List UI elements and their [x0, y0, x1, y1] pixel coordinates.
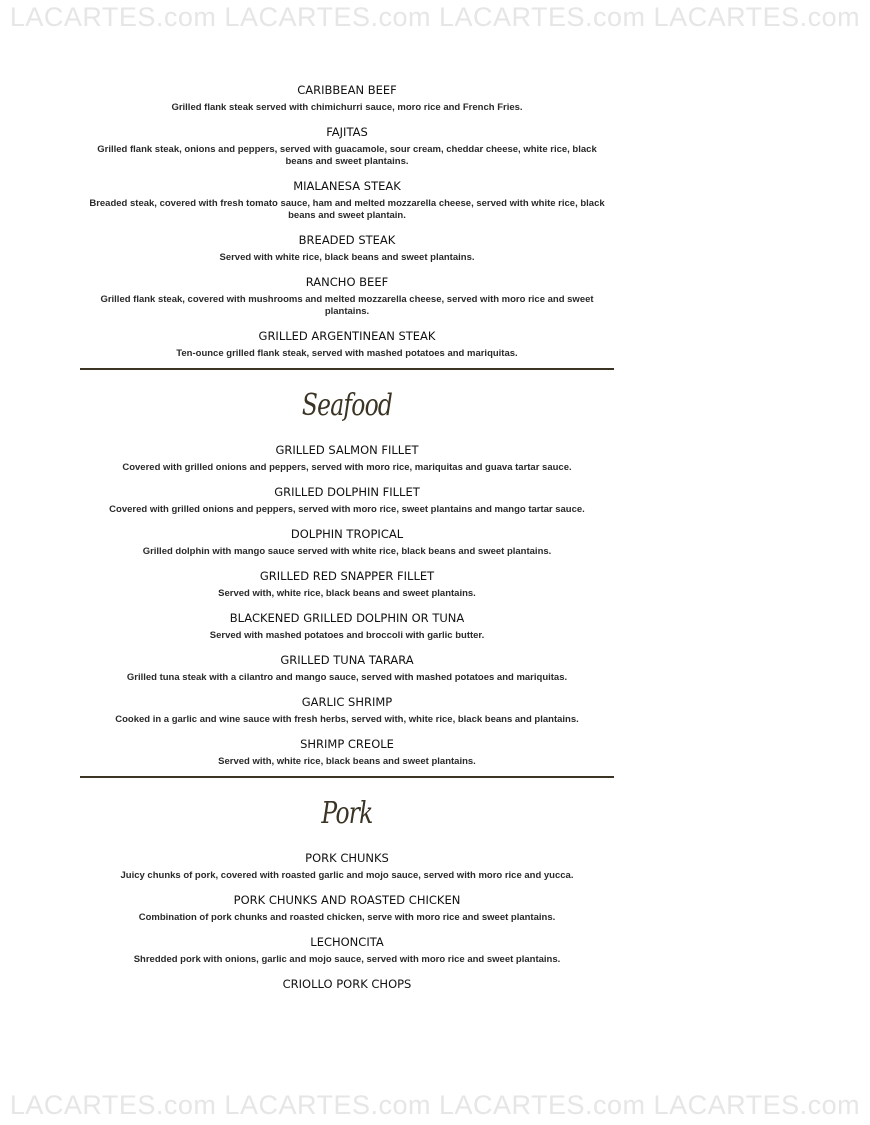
dish-description: Combination of pork chunks and roasted chicken, serve with moro rice and sweet plantains.: [138, 912, 556, 923]
section-divider: [80, 776, 614, 778]
menu-page: [80, 80, 614, 992]
dish-item: [80, 122, 614, 168]
dish-name: CARIBBEAN BEEF: [297, 83, 397, 97]
dish-item: [80, 176, 614, 222]
dish-name: GRILLED DOLPHIN FILLET: [274, 485, 420, 499]
dish-description: Served with mashed potatoes and broccoli with garlic butter.: [209, 630, 485, 641]
section-title-seafood: Seafood: [301, 388, 393, 423]
dish-name: BLACKENED GRILLED DOLPHIN OR TUNA: [229, 611, 465, 625]
dish-item: [80, 692, 614, 726]
dish-name: SHRIMP CREOLE: [300, 737, 394, 751]
dish-name: GRILLED RED SNAPPER FILLET: [259, 569, 435, 583]
dish-description: Shredded pork with onions, garlic and mojo sauce, served with moro rice and sweet plantains.: [133, 954, 561, 965]
section-divider: [80, 368, 614, 370]
dish-description: Served with, white rice, black beans and sweet plantains.: [218, 588, 476, 599]
dish-name: RANCHO BEEF: [305, 275, 389, 289]
dish-item: [80, 650, 614, 684]
dish-name: GARLIC SHRIMP: [301, 695, 393, 709]
dish-item: [80, 608, 614, 642]
dish-description: Covered with grilled onions and peppers, served with moro rice, mariquitas and guava tartar sauce.: [122, 462, 572, 473]
dish-item: [80, 230, 614, 264]
dish-description: Grilled flank steak, onions and peppers, served with guacamole, sour cream, cheddar cheese, white rice, black beans and sweet plantains.: [97, 144, 597, 167]
dish-name: GRILLED ARGENTINEAN STEAK: [258, 329, 436, 343]
dish-item: [80, 734, 614, 768]
watermark-top: LACARTES.com LACARTES.com LACARTES.com LACARTES.com: [9, 2, 861, 32]
dish-item: [80, 272, 614, 318]
dish-item: [80, 524, 614, 558]
dish-name: FAJITAS: [326, 125, 368, 139]
dish-item: [80, 80, 614, 114]
section-seafood: [80, 386, 614, 768]
dish-item: [80, 566, 614, 600]
dish-name: PORK CHUNKS: [305, 851, 389, 865]
dish-name: LECHONCITA: [310, 935, 384, 949]
dish-description: Served with, white rice, black beans and sweet plantains.: [218, 756, 476, 767]
dish-name: BREADED STEAK: [298, 233, 396, 247]
dish-item: [80, 890, 614, 924]
dish-item: [80, 482, 614, 516]
section-title-pork: Pork: [321, 796, 373, 831]
section-beef: [80, 80, 614, 360]
dish-description: Juicy chunks of pork, covered with roasted garlic and mojo sauce, served with moro rice and yucca.: [120, 870, 574, 881]
watermark-bottom: LACARTES.com LACARTES.com LACARTES.com LACARTES.com: [9, 1090, 861, 1120]
dish-item: [80, 974, 614, 992]
dish-item: [80, 932, 614, 966]
dish-item: [80, 848, 614, 882]
dish-description: Breaded steak, covered with fresh tomato sauce, ham and melted mozzarella cheese, served with white rice, black beans and sweet plantain.: [89, 198, 605, 221]
dish-description: Served with white rice, black beans and sweet plantains.: [219, 252, 475, 263]
dish-item: [80, 326, 614, 360]
dish-description: Grilled tuna steak with a cilantro and mango sauce, served with mashed potatoes and mariquitas.: [126, 672, 568, 683]
dish-description: Covered with grilled onions and peppers, served with moro rice, sweet plantains and mango tartar sauce.: [109, 504, 585, 515]
dish-name: DOLPHIN TROPICAL: [290, 527, 404, 541]
section-pork: [80, 794, 614, 992]
dish-description: Ten-ounce grilled flank steak, served with mashed potatoes and mariquitas.: [176, 348, 518, 359]
dish-name: GRILLED TUNA TARARA: [280, 653, 414, 667]
dish-name: PORK CHUNKS AND ROASTED CHICKEN: [233, 893, 461, 907]
dish-description: Grilled dolphin with mango sauce served with white rice, black beans and sweet plantains.: [142, 546, 552, 557]
dish-description: Cooked in a garlic and wine sauce with fresh herbs, served with, white rice, black beans and plantains.: [115, 714, 579, 725]
dish-item: [80, 440, 614, 474]
dish-name: CRIOLLO PORK CHOPS: [282, 977, 412, 991]
dish-name: GRILLED SALMON FILLET: [275, 443, 419, 457]
dish-description: Grilled flank steak, covered with mushrooms and melted mozzarella cheese, served with moro rice and sweet plantains.: [100, 294, 594, 317]
dish-name: MIALANESA STEAK: [293, 179, 401, 193]
dish-description: Grilled flank steak served with chimichurri sauce, moro rice and French Fries.: [171, 102, 523, 113]
